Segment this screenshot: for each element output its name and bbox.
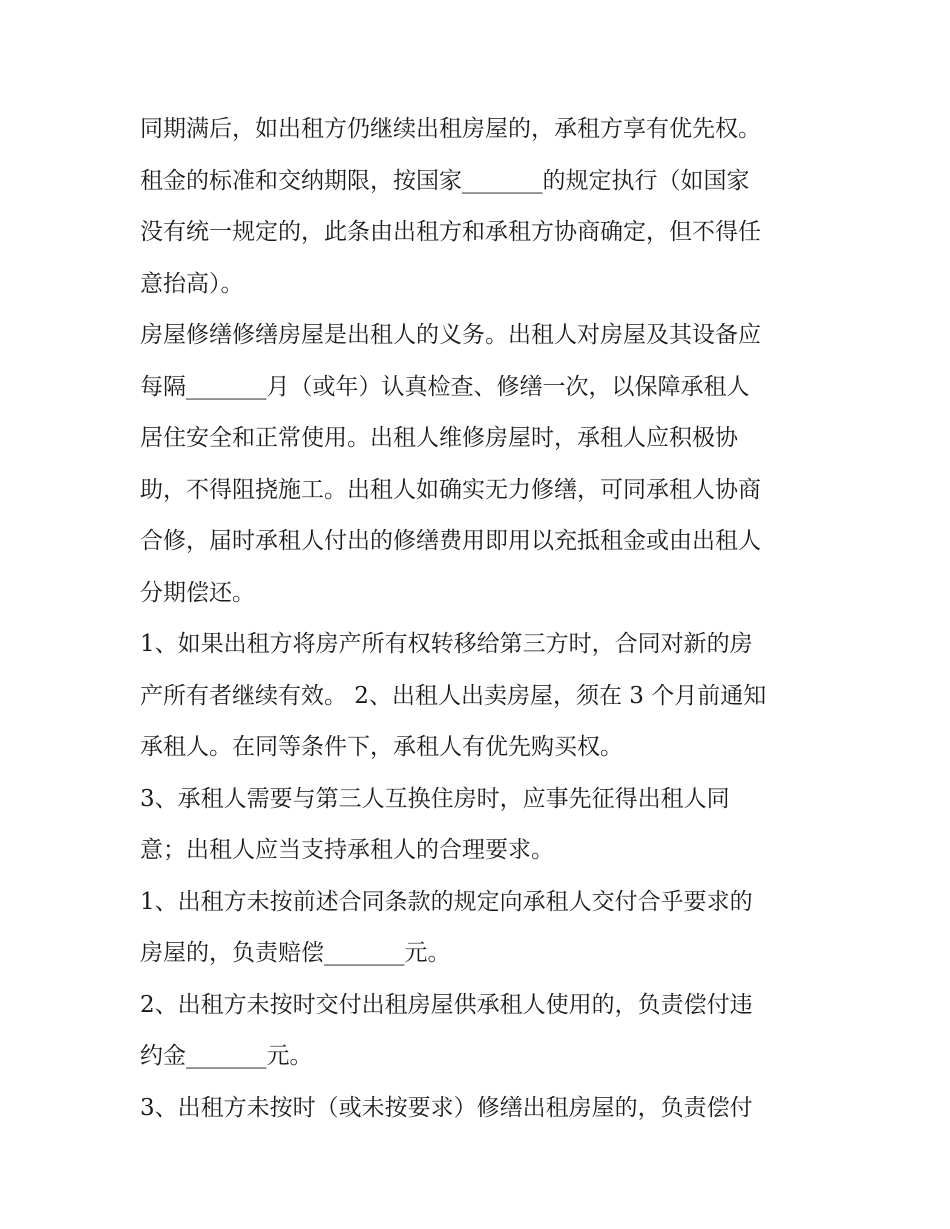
text-line: 居住安全和正常使用。出租人维修房屋时，承租人应积极协 [140, 425, 738, 451]
text-line: 承租人。在同等条件下，承租人有优先购买权。 [140, 734, 623, 760]
text-line: 合修，届时承租人付出的修缮费用即用以充抵租金或由出租人 [140, 528, 761, 554]
text-line: 房屋的，负责赔偿_______元。 [140, 940, 451, 966]
text-line: 3、出租方未按时（或未按要求）修缮出租房屋的，负责偿付 [140, 1094, 753, 1121]
text-line: 助，不得阻挠施工。出租人如确实无力修缮，可同承租人协商 [140, 476, 761, 503]
text-line: 分期偿还。 [140, 579, 255, 606]
text-line: 同期满后，如出租方仍继续出租房屋的，承租方享有优先权。 [140, 116, 761, 142]
text-line: 意；出租人应当支持承租人的合理要求。 [140, 837, 554, 863]
text-line: 1、如果出租方将房产所有权转移给第三方时，合同对新的房 [140, 631, 753, 657]
text-line: 房屋修缮修缮房屋是出租人的义务。出租人对房屋及其设备应 [140, 322, 761, 348]
text-line: 没有统一规定的，此条由出租方和承租方协商确定，但不得任 [140, 219, 761, 245]
text-line: 3、承租人需要与第三人互换住房时，应事先征得出租人同 [140, 785, 730, 812]
text-line: 意抬高）。 [140, 270, 244, 297]
text-line: 产所有者继续有效。 2、出租人出卖房屋，须在 3 个月前通知 [140, 682, 767, 709]
text-line: 租金的标准和交纳期限，按国家_______的规定执行（如国家 [140, 167, 750, 194]
text-line: 约金_______元。 [140, 1043, 313, 1069]
text-line: 2、出租方未按时交付出租房屋供承租人使用的，负责偿付违 [140, 991, 753, 1018]
text-line: 每隔_______月（或年）认真检查、修缮一次，以保障承租人 [140, 373, 750, 400]
contract-text-body [140, 104, 830, 1134]
text-line: 1、出租方未按前述合同条款的规定向承租人交付合乎要求的 [140, 888, 753, 915]
